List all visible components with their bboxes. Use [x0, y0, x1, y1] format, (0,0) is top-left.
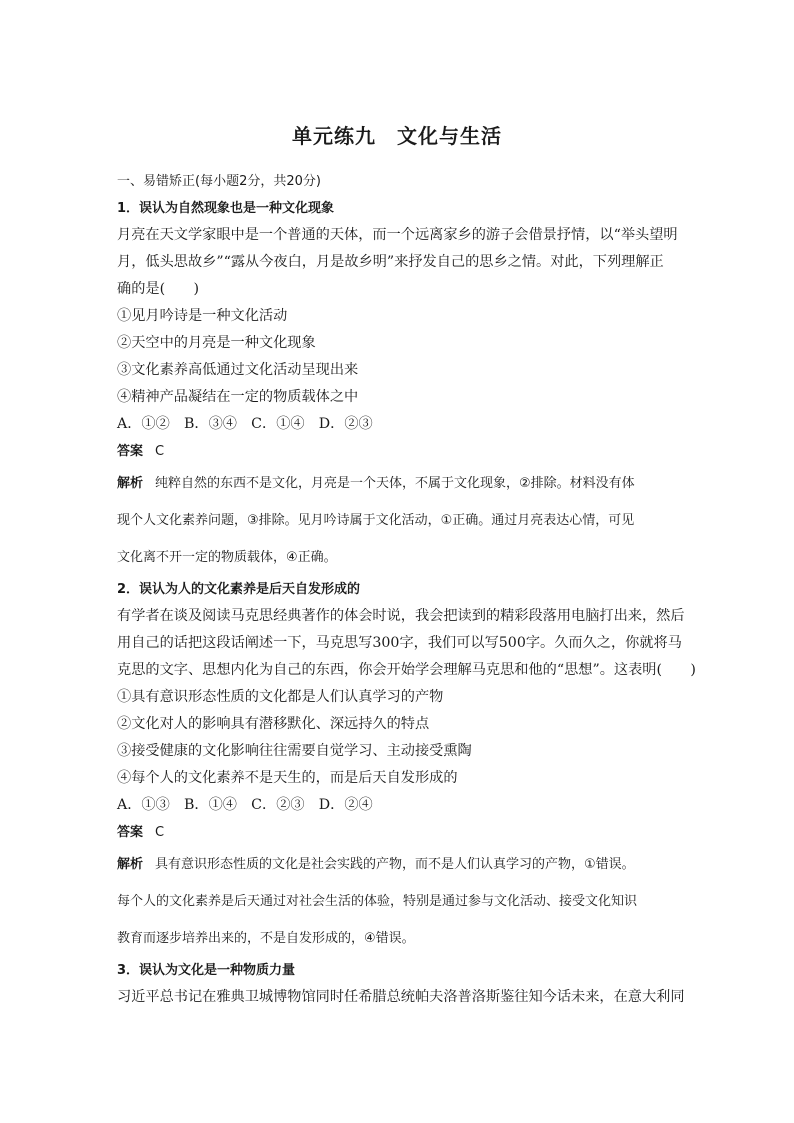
analysis-line: 教育而逐步培养出来的，不是自发形成的，④错误。 [117, 931, 415, 946]
option-item: ①见月吟诗是一种文化活动 [117, 308, 288, 324]
analysis-text: 具有意识形态性质的文化是社会实践的产物，而不是人们认真学习的产物，①错误。 [155, 857, 635, 872]
question-stem-line: 确的是( ) [117, 281, 200, 297]
option-item: ③文化素养高低通过文化活动呈现出来 [117, 362, 359, 378]
answer-line [117, 438, 682, 465]
section-heading: 一、易错矫正(每小题2分，共20分) [117, 174, 321, 189]
analysis-line: 文化离不开一定的物质载体，④正确。 [117, 550, 337, 565]
analysis-line: 每个人的文化素养是后天通过对社会生活的体验，特别是通过参与文化活动、接受文化知识 [117, 894, 638, 909]
question-1 [117, 195, 682, 576]
answer-value: C [155, 825, 165, 840]
document-body [117, 168, 696, 1011]
question-stem-line: 用自己的话把这段话阐述一下，马克思写300字，我们可以写500字。久而久之，你就将马 [117, 635, 682, 651]
option-item: ③接受健康的文化影响往往需要自觉学习、主动接受熏陶 [117, 743, 472, 759]
question-stem-line: 月亮在天文学家眼中是一个普通的天体，而一个远离家乡的游子会借景抒情，以“举头望明 [117, 227, 678, 243]
question-heading: 3．误认为文化是一种物质力量 [117, 963, 296, 978]
option-item: ④每个人的文化素养不是天生的，而是后天自发形成的 [117, 770, 458, 786]
question-stem-line: 有学者在谈及阅读马克思经典著作的体会时说，我会把读到的精彩段落用电脑打出来，然后 [117, 608, 685, 624]
analysis-line [117, 465, 682, 502]
answer-line [117, 819, 682, 846]
analysis-label: 解析 [117, 857, 144, 872]
option-item: ④精神产品凝结在一定的物质载体之中 [117, 389, 359, 405]
question-heading: 2．误认为人的文化素养是后天自发形成的 [117, 582, 361, 597]
answer-choices: A．①② B．③④ C．①④ D．②③ [117, 416, 373, 432]
analysis-label: 解析 [117, 476, 144, 491]
question-stem-line: 月，低头思故乡”“露从今夜白，月是故乡明”来抒发自己的思乡之情。对此，下列理解正 [117, 254, 664, 270]
option-item: ①具有意识形态性质的文化都是人们认真学习的产物 [117, 689, 444, 705]
question-stem-line: 克思的文字、思想内化为自己的东西，你会开始学会理解马克思和他的“思想”。这表明( ) [117, 662, 696, 678]
answer-choices: A．①③ B．①④ C．②③ D．②④ [117, 797, 373, 813]
option-item: ②文化对人的影响具有潜移默化、深远持久的特点 [117, 716, 430, 732]
question-3 [117, 957, 685, 1011]
option-item: ②天空中的月亮是一种文化现象 [117, 335, 316, 351]
analysis-text: 纯粹自然的东西不是文化，月亮是一个天体，不属于文化现象，②排除。材料没有体 [155, 476, 635, 491]
answer-label: 答案 [117, 825, 144, 840]
page-title: 单元练九 文化与生活 [292, 124, 502, 148]
question-2 [117, 576, 696, 957]
answer-label: 答案 [117, 444, 144, 459]
question-heading: 1．误认为自然现象也是一种文化现象 [117, 201, 335, 216]
analysis-line: 现个人文化素养问题，③排除。见月吟诗属于文化活动，①正确。通过月亮表达心情，可见 [117, 513, 635, 528]
answer-value: C [155, 444, 165, 459]
question-stem-line: 习近平总书记在雅典卫城博物馆同时任希腊总统帕夫洛普洛斯鉴往知今话未来，在意大利同 [117, 989, 685, 1005]
analysis-line [117, 846, 682, 883]
